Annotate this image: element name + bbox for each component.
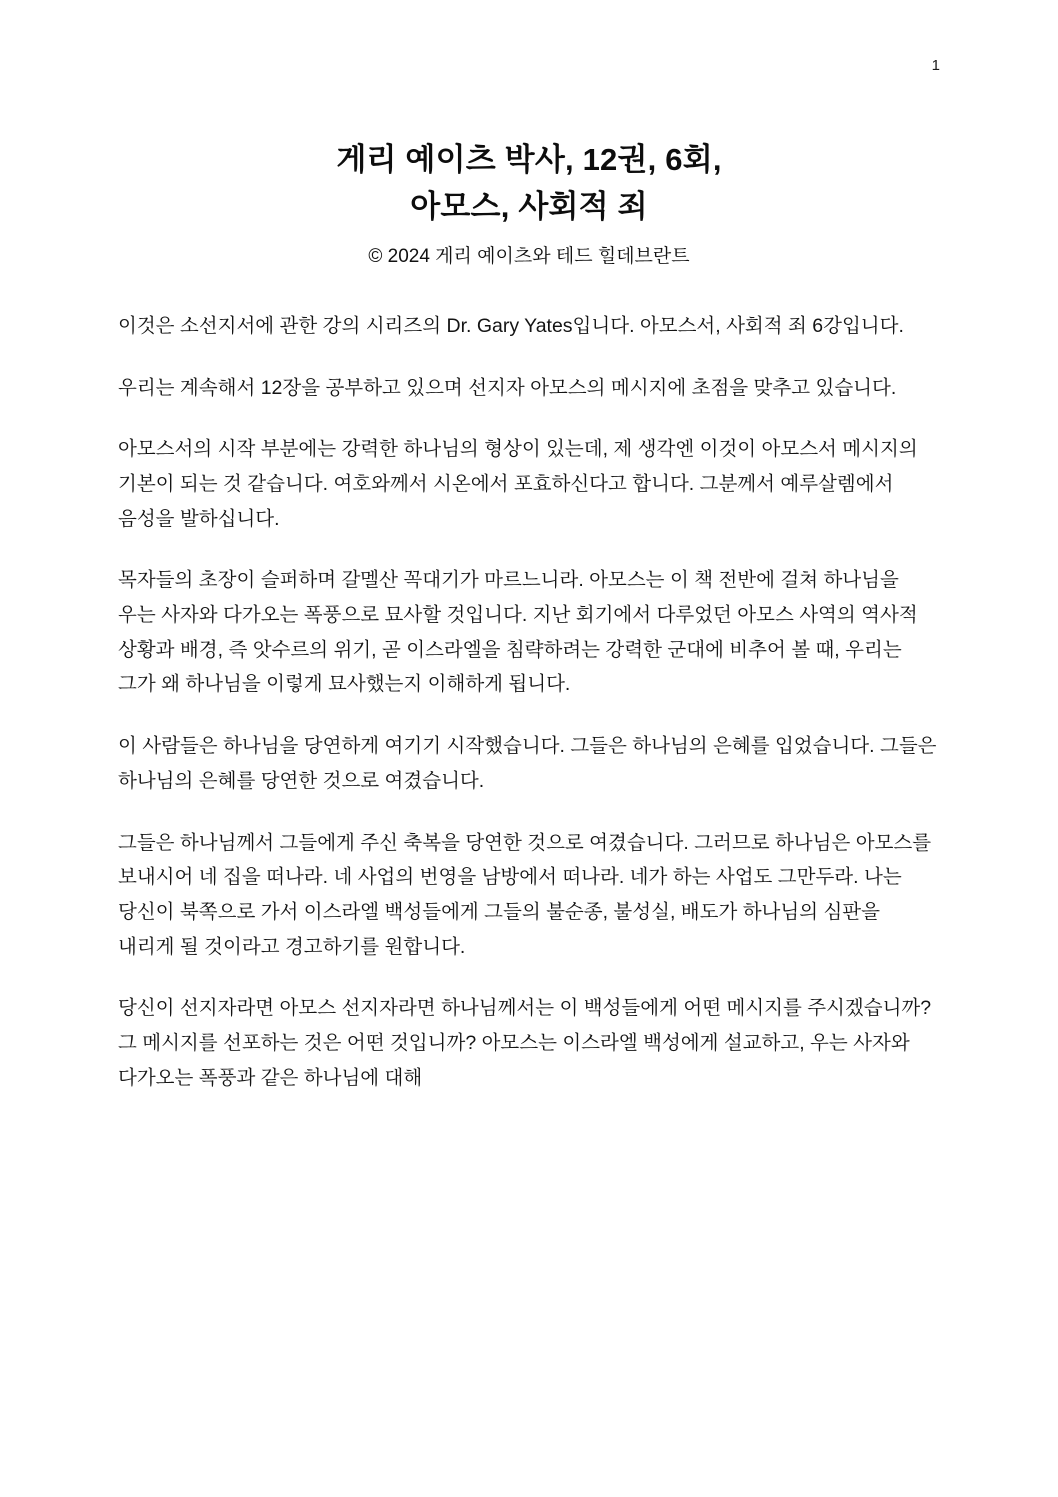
page-title (118, 136, 940, 230)
paragraph: 우리는 계속해서 12장을 공부하고 있으며 선지자 아모스의 메시지에 초점을 맞추고 있습니다. (118, 376, 897, 399)
paragraph: 당신이 선지자라면 아모스 선지자라면 하나님께서는 이 백성들에게 어떤 메시지를 주시겠습니까? 그 메시지를 선포하는 것은 어떤 것입니까? 아모스는 이스라엘 백성에게 설교하고, 우는 사자와 다가오는 폭풍과 같은 하나님에 대해 (118, 997, 932, 1089)
paragraph: 그들은 하나님께서 그들에게 주신 축복을 당연한 것으로 여겼습니다. 그러므로 하나님은 아모스를 보내시어 네 집을 떠나라. 네 사업의 번영을 남방에서 떠나라. 네가 하는 사업도 그만두라. 나는 당신이 북쪽으로 가서 이스라엘 백성들에게 그들의 불순종, 불성실, 배도가 하나님의 심판을 내리게 될 것이라고 경고하기를 원합니다. (118, 831, 932, 958)
paragraph: 아모스서의 시작 부분에는 강력한 하나님의 형상이 있는데, 제 생각엔 이것이 아모스서 메시지의 기본이 되는 것 같습니다. 여호와께서 시온에서 포효하신다고 합니다. 그분께서 예루살렘에서 음성을 발하십니다. (118, 438, 918, 530)
page-title-line-2: 아모스, 사회적 죄 (410, 189, 648, 225)
page-title-line-1: 게리 예이츠 박사, 12권, 6회, (336, 142, 722, 177)
copyright-notice: © 2024 게리 예이츠와 테드 힐데브란트 (368, 246, 690, 268)
document-body (118, 309, 940, 1096)
paragraph: 이것은 소선지서에 관한 강의 시리즈의 Dr. Gary Yates입니다. 아모스서, 사회적 죄 6강입니다. (118, 314, 904, 337)
paragraph: 목자들의 초장이 슬퍼하며 갈멜산 꼭대기가 마르느니라. 아모스는 이 책 전반에 걸쳐 하나님을 우는 사자와 다가오는 폭풍으로 묘사할 것입니다. 지난 회기에서 다루었던 아모스 사역의 역사적 상황과 배경, 즉 앗수르의 위기, 곧 이스라엘을 침략하려는 강력한 군대에 비추어 볼 때, 우리는 그가 왜 하나님을 이렇게 묘사했는지 이해하게 됩니다. (118, 569, 918, 696)
page-number: 1 (931, 57, 940, 74)
paragraph: 이 사람들은 하나님을 당연하게 여기기 시작했습니다. 그들은 하나님의 은혜를 입었습니다. 그들은 하나님의 은혜를 당연한 것으로 여겼습니다. (118, 735, 937, 792)
